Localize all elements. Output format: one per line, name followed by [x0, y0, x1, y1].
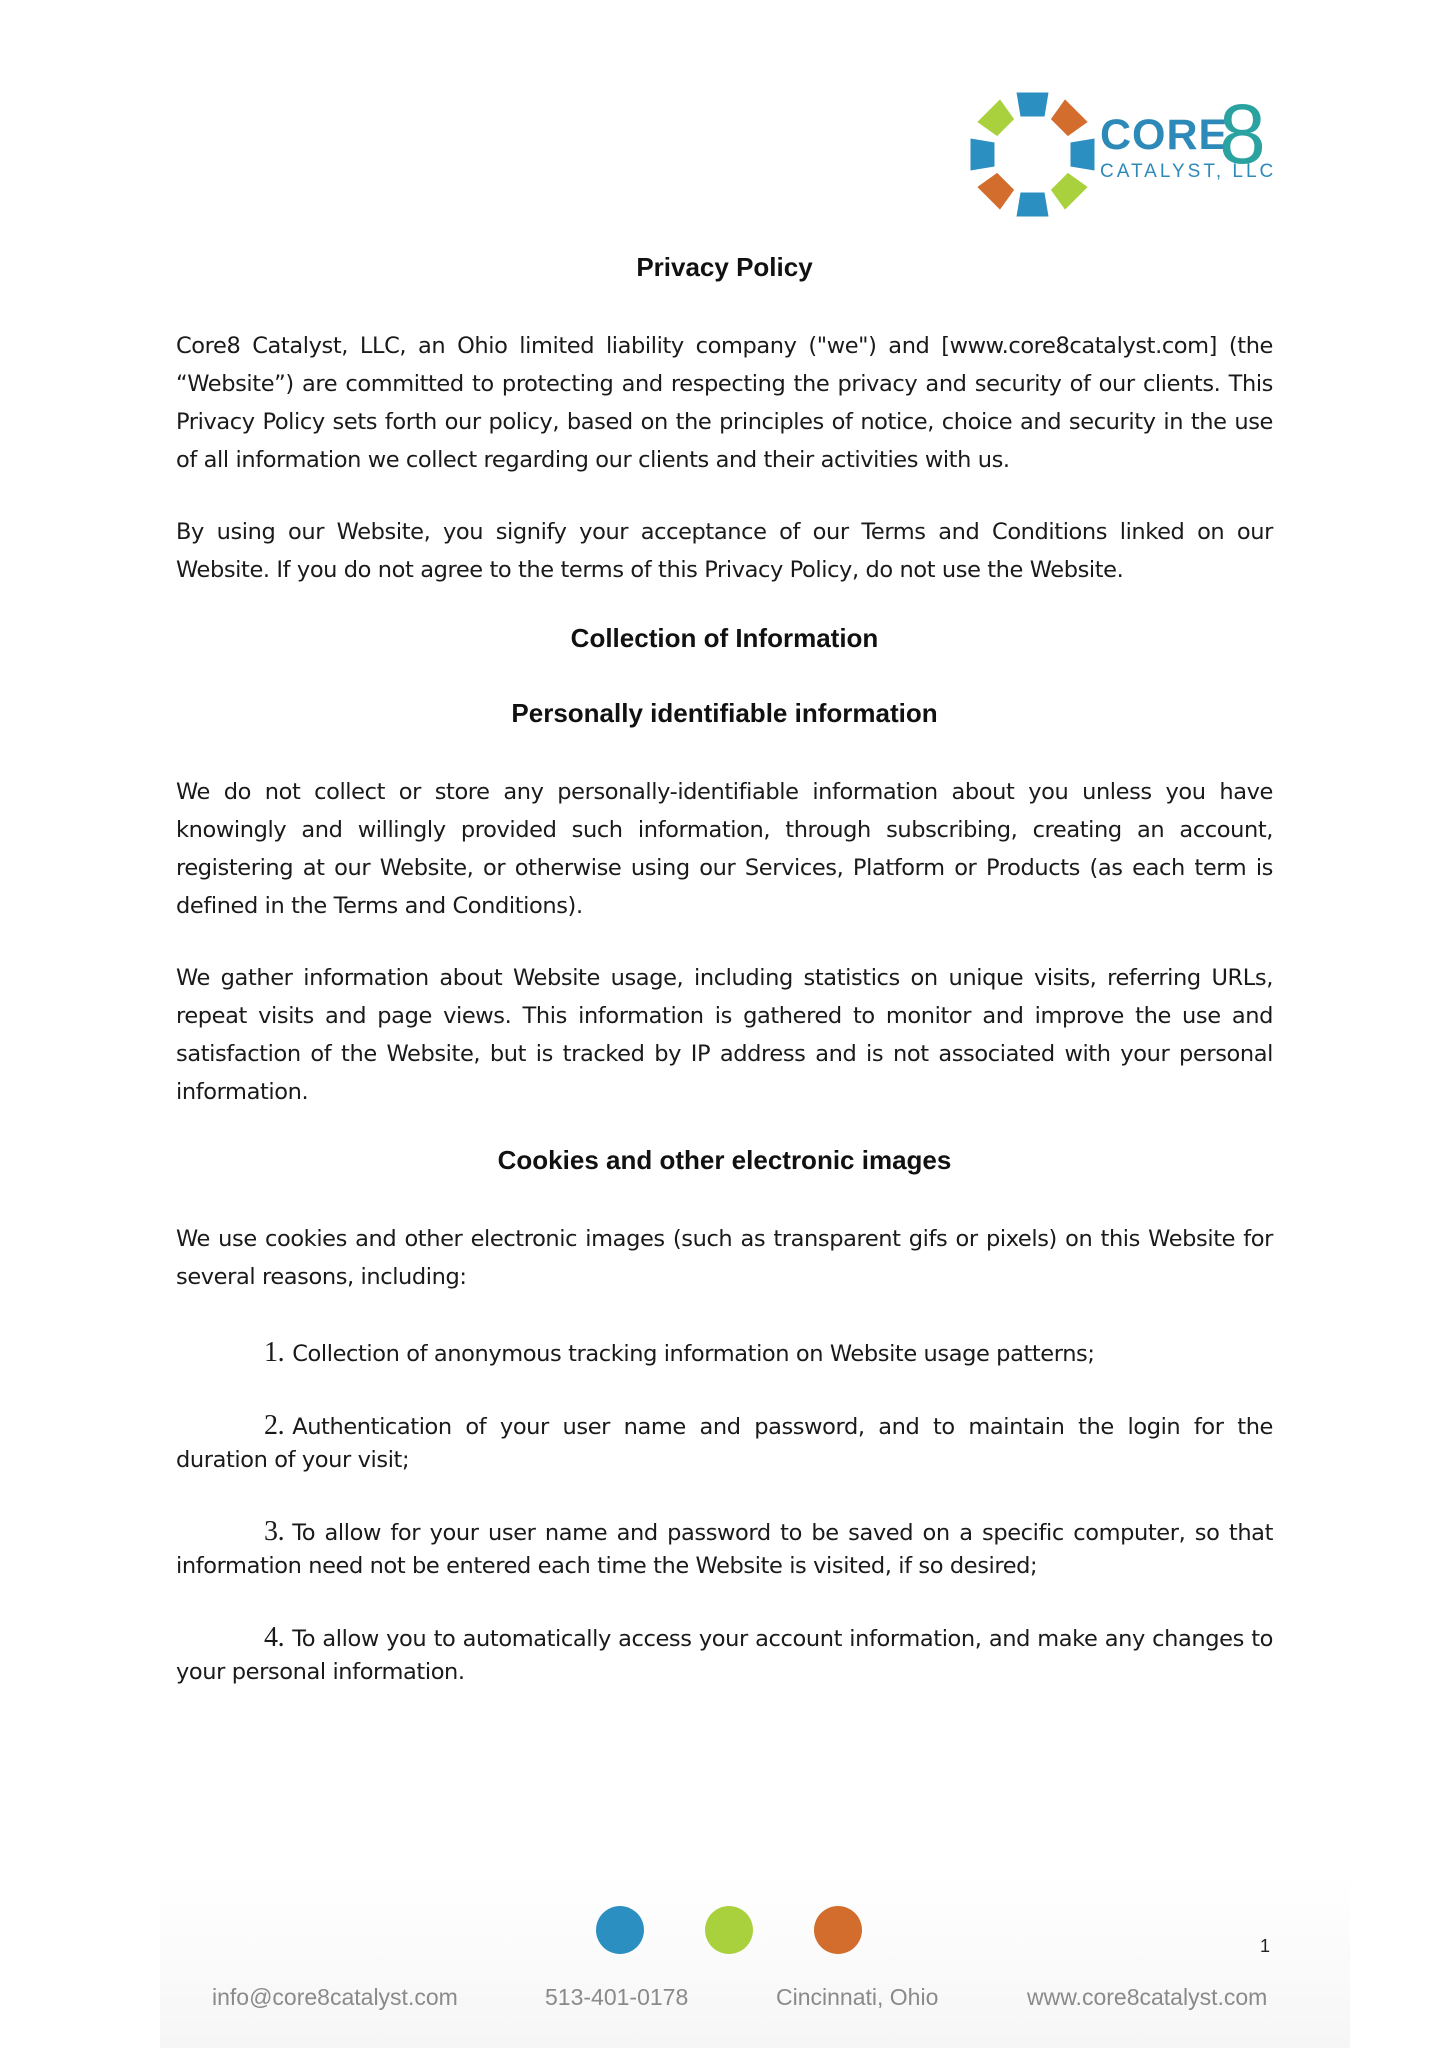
footer-location: Cincinnati, Ohio [776, 1984, 939, 2010]
footer-email: info@core8catalyst.com [212, 1984, 458, 2010]
list-item-number: 2. [264, 1410, 285, 1441]
company-logo [970, 87, 1280, 217]
subsection-heading-cookies: Cookies and other electronic images [497, 1145, 952, 1175]
core8-octagon-logo-icon [970, 92, 1095, 217]
list-item [176, 1621, 1273, 1689]
document-body [176, 252, 1273, 1727]
logo-eight-mark: 8 [1219, 87, 1266, 181]
footer-website: www.core8catalyst.com [1027, 1984, 1268, 2010]
list-item-text: Collection of anonymous tracking information on Website usage patterns; [292, 1341, 1095, 1367]
footer-phone: 513-401-0178 [545, 1984, 689, 2010]
logo-subtitle: CATALYST, LLC [1100, 161, 1277, 182]
logo-wordmark: CORE [1100, 111, 1229, 159]
intro-paragraph-2: By using our Website, you signify your acceptance of our Terms and Conditions linked on our Website. If you do not agree to the terms of this Privacy Policy, do not use the Website. [176, 519, 1273, 583]
list-item-text: To allow for your user name and password to be saved on a specific computer, so that information need not be entered each time the Website is visited, if so desired; [176, 1520, 1273, 1579]
cookies-intro: We use cookies and other electronic images (such as transparent gifs or pixels) on this Website for several reasons, including: [176, 1226, 1273, 1290]
list-item [176, 1336, 1273, 1371]
list-item [176, 1515, 1273, 1583]
subsection-heading-pii: Personally identifiable information [511, 698, 938, 728]
list-item-number: 1. [264, 1337, 285, 1368]
page-title: Privacy Policy [636, 252, 813, 282]
blue-dot-icon [596, 1906, 644, 1954]
list-item-text: Authentication of your user name and password, and to maintain the login for the duration of your visit; [176, 1414, 1273, 1473]
cookies-reasons-list [176, 1336, 1273, 1689]
collection-paragraph-1: We do not collect or store any personally-identifiable information about you unless you have knowingly and willingly provided such information, through subscribing, creating an account, registering at our Website, or otherwise using our Services, Platform or Products (as each term is defined in the Terms and Conditions). [176, 779, 1273, 919]
intro-paragraph-1: Core8 Catalyst, LLC, an Ohio limited liability company ("we") and [www.core8catalyst.com] (the “Website”) are committed to protecting and respecting the privacy and security of our clients. This Privacy Policy sets forth our policy, based on the principles of notice, choice and security in the use of all information we collect regarding our clients and their activities with us. [176, 333, 1273, 473]
collection-paragraph-2: We gather information about Website usage, including statistics on unique visits, referring URLs, repeat visits and page views. This information is gathered to monitor and improve the use and satisfaction of the Website, but is tracked by IP address and is not associated with your personal information. [176, 965, 1273, 1105]
list-item-text: To allow you to automatically access your account information, and make any changes to your personal information. [176, 1626, 1273, 1685]
green-dot-icon [705, 1906, 753, 1954]
page-number: 1 [1260, 1936, 1271, 1956]
page-footer [160, 1872, 1350, 2048]
orange-dot-icon [814, 1906, 862, 1954]
list-item [176, 1409, 1273, 1477]
list-item-number: 4. [264, 1622, 285, 1653]
list-item-number: 3. [264, 1516, 285, 1547]
section-heading-collection: Collection of Information [570, 623, 879, 653]
